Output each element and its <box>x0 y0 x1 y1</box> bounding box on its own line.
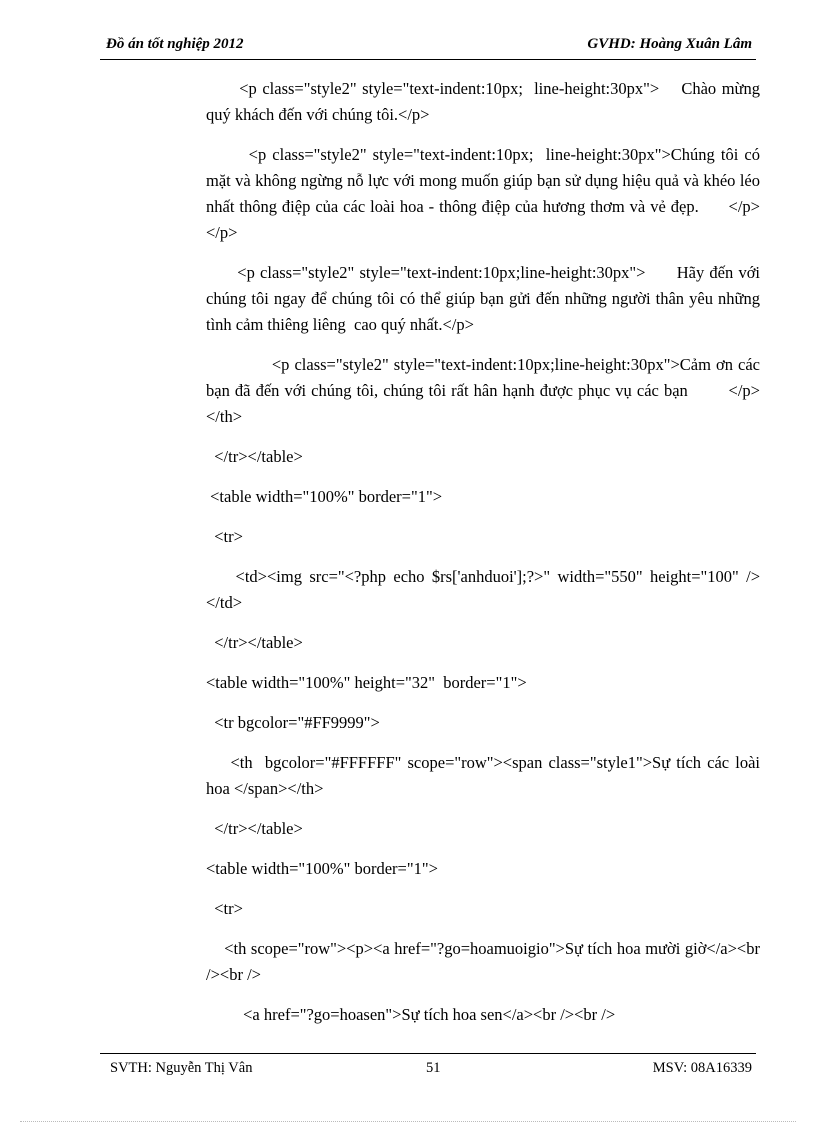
page-number: 51 <box>426 1060 441 1076</box>
code-line: <table width="100%" height="32" border="1"> <box>206 673 527 692</box>
code-paragraph: <td><img src="<?php echo $rs['anhduoi'];?>" width="550" height="100" /></td> <box>206 567 761 612</box>
header-left-text: Đồ án tốt nghiệp 2012 <box>106 36 244 52</box>
footer-student-name: SVTH: Nguyễn Thị Vân <box>110 1060 253 1076</box>
code-line: <tr> <box>206 899 243 918</box>
code-paragraph: <p class="style2" style="text-indent:10px; line-height:30px">Chúng tôi có mặt và không ngừng nỗ lực với mong muốn giúp bạn sử dụng hiệu quả và khéo léo nhất thông điệp của các loài hoa - thông điệp của hương thơm và vẻ đẹp. </p> </p> <box>206 145 785 242</box>
code-line: <a href="?go=hoasen">Sự tích hoa sen</a><br /><br /> <box>206 1005 616 1024</box>
code-line: </tr></table> <box>206 819 303 838</box>
footer-student-id: MSV: 08A16339 <box>652 1060 752 1076</box>
page-header <box>100 36 756 60</box>
code-line: <tr bgcolor="#FF9999"> <box>206 713 380 732</box>
page-body <box>206 76 785 1042</box>
code-line: <table width="100%" border="1"> <box>206 859 438 878</box>
code-line: <table width="100%" border="1"> <box>206 487 442 506</box>
footer-divider <box>100 1053 756 1054</box>
code-paragraph: <th bgcolor="#FFFFFF" scope="row"><span class="style1">Sự tích các loài hoa </span></th> <box>206 753 765 798</box>
page-bottom-dotted-line <box>20 1121 796 1122</box>
code-line: </tr></table> <box>206 633 303 652</box>
code-paragraph: <p class="style2" style="text-indent:10px;line-height:30px">Cảm ơn các bạn đã đến với chúng tôi, chúng tôi rất hân hạnh được phục vụ các bạn </p> </th> <box>206 355 777 426</box>
code-line: <tr> <box>206 527 243 546</box>
header-divider <box>100 59 756 60</box>
code-paragraph: <th scope="row"><p><a href="?go=hoamuoigio">Sự tích hoa mười giờ</a><br /><br /> <box>206 939 765 984</box>
page-footer <box>100 1060 756 1082</box>
header-right-text: GVHD: Hoàng Xuân Lâm <box>587 36 752 52</box>
code-line: </tr></table> <box>206 447 303 466</box>
code-paragraph: <p class="style2" style="text-indent:10px; line-height:30px"> Chào mừng quý khách đến với chúng tôi.</p> <box>206 79 765 124</box>
code-paragraph: <p class="style2" style="text-indent:10px;line-height:30px"> Hãy đến với chúng tôi ngay để chúng tôi có thể giúp bạn gửi đến những người thân yêu những tình cảm thiêng liêng cao quý nhất.</p> <box>206 263 765 334</box>
